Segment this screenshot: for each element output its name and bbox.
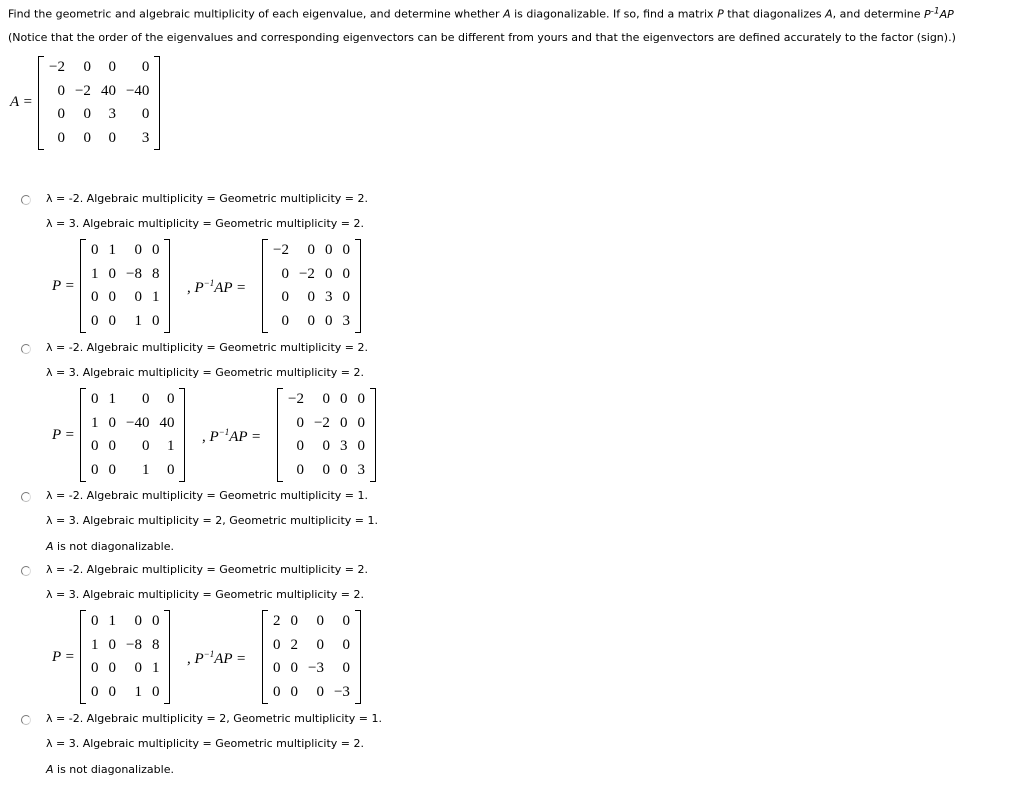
matrix-row bbox=[44, 56, 154, 80]
text: P bbox=[924, 7, 931, 21]
option-5-line-1: λ = -2. Algebraic multiplicity = 2, Geometric multiplicity = 1. bbox=[46, 712, 382, 725]
var-a: A bbox=[46, 540, 54, 553]
matrix-row bbox=[86, 286, 164, 310]
matrix-cell: 1 bbox=[108, 391, 116, 407]
matrix-cell: −2 bbox=[273, 242, 289, 258]
matrix-row bbox=[268, 610, 355, 634]
matrix-cell: −8 bbox=[126, 265, 142, 282]
matrix-cell: 1 bbox=[91, 636, 99, 653]
p-inverse-ap bbox=[924, 8, 954, 21]
matrix-cell: 0 bbox=[342, 242, 350, 258]
pap-label bbox=[187, 649, 246, 668]
matrix-cell: 0 bbox=[108, 129, 116, 146]
matrix-cell: 0 bbox=[296, 438, 304, 454]
var-p: P bbox=[717, 7, 724, 21]
option-3-conclusion bbox=[46, 540, 174, 553]
matrix-cell: 1 bbox=[151, 289, 160, 305]
matrix-row bbox=[86, 239, 164, 263]
matrix-cell: 0 bbox=[91, 438, 99, 454]
matrix-cell: 0 bbox=[316, 613, 324, 629]
right-bracket bbox=[370, 388, 376, 482]
option-2-radio[interactable] bbox=[21, 344, 31, 354]
right-bracket bbox=[355, 239, 361, 333]
matrix-cell: 2 bbox=[273, 613, 281, 629]
text: -1 bbox=[930, 6, 940, 16]
matrix-cell: 3 bbox=[357, 461, 365, 478]
matrix-cell: −8 bbox=[126, 636, 142, 653]
text: , bbox=[187, 651, 191, 667]
matrix-cell: 0 bbox=[134, 289, 142, 305]
matrix-cell: 0 bbox=[83, 106, 91, 122]
matrix-cell: 1 bbox=[91, 265, 99, 282]
option-2-line-2: λ = 3. Algebraic multiplicity = Geometric multiplicity = 2. bbox=[46, 366, 365, 379]
matrix-row bbox=[268, 286, 355, 310]
p-label: P = bbox=[52, 649, 75, 665]
matrix-cell: 0 bbox=[108, 683, 116, 700]
matrix-cell: 3 bbox=[108, 106, 116, 122]
matrix-a-label: A = bbox=[10, 94, 33, 110]
matrix-cell: 0 bbox=[83, 59, 91, 75]
matrix-cell: 0 bbox=[342, 613, 350, 629]
text: −1 bbox=[203, 649, 215, 659]
matrix-p bbox=[80, 239, 170, 333]
text: AP = bbox=[214, 280, 247, 296]
text: , and determine bbox=[832, 7, 925, 21]
matrix-cell: 3 bbox=[141, 129, 150, 146]
var-a: A bbox=[46, 763, 54, 776]
p-label: P = bbox=[52, 427, 75, 443]
matrix-cell: −2 bbox=[49, 59, 65, 75]
matrix-cell: 0 bbox=[83, 129, 91, 146]
matrix-cell: 0 bbox=[357, 414, 365, 431]
matrix-cell: 0 bbox=[141, 106, 150, 122]
right-bracket bbox=[164, 610, 170, 704]
text: P bbox=[194, 651, 204, 667]
matrix-row bbox=[44, 103, 154, 127]
matrix-cell: 0 bbox=[296, 414, 304, 431]
matrix-cell: 0 bbox=[108, 289, 116, 305]
matrix-cell: 0 bbox=[342, 660, 350, 676]
var-a: A bbox=[503, 7, 511, 21]
matrix-cell: 0 bbox=[296, 461, 304, 478]
matrix-cell: 0 bbox=[141, 391, 150, 407]
matrix-cell: 0 bbox=[339, 461, 348, 478]
matrix-cell: −2 bbox=[313, 414, 330, 431]
matrix-cell: 0 bbox=[339, 414, 348, 431]
matrix-cell: 0 bbox=[91, 289, 99, 305]
matrix-cell: 0 bbox=[91, 391, 99, 407]
matrix-cell: 1 bbox=[166, 438, 175, 454]
matrix-cell: 3 bbox=[342, 312, 350, 329]
option-5-line-2: λ = 3. Algebraic multiplicity = Geometric multiplicity = 2. bbox=[46, 737, 365, 750]
matrix-cell: 0 bbox=[141, 438, 150, 454]
matrix-cell: −2 bbox=[74, 82, 91, 99]
option-1-line-1: λ = -2. Algebraic multiplicity = Geometric multiplicity = 2. bbox=[46, 192, 368, 205]
matrix-row bbox=[44, 80, 154, 104]
matrix-cell: 0 bbox=[324, 312, 333, 329]
matrix-cell: −3 bbox=[333, 683, 350, 700]
matrix-cell: 0 bbox=[322, 438, 330, 454]
matrix-cell: 1 bbox=[134, 683, 142, 700]
question-text bbox=[8, 6, 954, 21]
matrix-row bbox=[86, 610, 164, 634]
matrix-cell: 0 bbox=[134, 660, 142, 676]
matrix-cell: 0 bbox=[316, 636, 324, 653]
matrix-cell: 0 bbox=[141, 59, 150, 75]
text: is diagonalizable. If so, find a matrix bbox=[510, 7, 718, 21]
matrix-cell: 1 bbox=[108, 613, 116, 629]
matrix-cell: 3 bbox=[339, 438, 348, 454]
matrix-row bbox=[268, 239, 355, 263]
matrix-cell: 0 bbox=[108, 438, 116, 454]
matrix-p bbox=[80, 610, 170, 704]
option-4-radio[interactable] bbox=[21, 566, 31, 576]
text: that diagonalizes bbox=[723, 7, 826, 21]
matrix-cell: 0 bbox=[91, 683, 99, 700]
matrix-cell: 1 bbox=[134, 312, 142, 329]
right-bracket bbox=[154, 56, 160, 150]
text: is not diagonalizable. bbox=[53, 540, 174, 553]
pap-label bbox=[187, 278, 246, 297]
option-3-radio[interactable] bbox=[21, 492, 31, 502]
matrix-row bbox=[86, 388, 179, 412]
matrix-cell: 0 bbox=[108, 461, 116, 478]
matrix-cell: 0 bbox=[57, 129, 65, 146]
matrix-pap bbox=[277, 388, 376, 482]
matrix-cell: 0 bbox=[324, 242, 333, 258]
matrix-cell: 0 bbox=[281, 289, 289, 305]
matrix-cell: 0 bbox=[281, 265, 289, 282]
matrix-cell: 0 bbox=[108, 660, 116, 676]
matrix-row bbox=[86, 634, 164, 658]
matrix-cell: −2 bbox=[288, 391, 304, 407]
right-bracket bbox=[164, 239, 170, 333]
matrix-cell: −40 bbox=[126, 414, 150, 431]
matrix-cell: 0 bbox=[322, 461, 330, 478]
matrix-cell: 0 bbox=[57, 82, 65, 99]
matrix-p bbox=[80, 388, 185, 482]
matrix-cell: 0 bbox=[151, 613, 160, 629]
matrix-cell: 0 bbox=[91, 312, 99, 329]
matrix-cell: 0 bbox=[342, 289, 350, 305]
matrix-row bbox=[268, 634, 355, 658]
matrix-row bbox=[283, 435, 370, 459]
matrix-cell: 0 bbox=[307, 289, 315, 305]
text: AP bbox=[939, 7, 954, 21]
option-1-line-2: λ = 3. Algebraic multiplicity = Geometric multiplicity = 2. bbox=[46, 217, 365, 230]
matrix-cell: 0 bbox=[91, 660, 99, 676]
matrix-cell: 0 bbox=[108, 59, 116, 75]
matrix-a bbox=[38, 56, 160, 150]
matrix-cell: 0 bbox=[108, 636, 116, 653]
matrix-cell: 0 bbox=[307, 242, 315, 258]
matrix-cell: 0 bbox=[281, 312, 289, 329]
matrix-cell: 0 bbox=[91, 242, 99, 258]
matrix-cell: 0 bbox=[151, 683, 160, 700]
matrix-cell: 0 bbox=[151, 242, 160, 258]
matrix-cell: 2 bbox=[290, 636, 298, 653]
matrix-cell: 0 bbox=[151, 312, 160, 329]
matrix-cell: 0 bbox=[273, 683, 281, 700]
text: AP = bbox=[214, 651, 247, 667]
text: AP = bbox=[229, 429, 262, 445]
right-bracket bbox=[179, 388, 185, 482]
matrix-cell: 8 bbox=[151, 265, 160, 282]
var-a: A bbox=[825, 7, 833, 21]
matrix-cell: 0 bbox=[91, 613, 99, 629]
matrix-cell: 1 bbox=[141, 461, 150, 478]
matrix-cell: 0 bbox=[290, 683, 298, 700]
matrix-cell: 0 bbox=[322, 391, 330, 407]
matrix-cell: 0 bbox=[91, 461, 99, 478]
matrix-cell: 0 bbox=[357, 391, 365, 407]
matrix-cell: 0 bbox=[108, 265, 116, 282]
matrix-cell: 1 bbox=[91, 414, 99, 431]
matrix-cell: −40 bbox=[125, 82, 150, 99]
text: −1 bbox=[218, 427, 230, 437]
matrix-row bbox=[268, 310, 355, 334]
matrix-row bbox=[86, 681, 164, 705]
matrix-cell: 0 bbox=[342, 636, 350, 653]
matrix-cell: 3 bbox=[324, 289, 333, 305]
matrix-cell: 0 bbox=[134, 613, 142, 629]
matrix-cell: 0 bbox=[290, 613, 298, 629]
matrix-row bbox=[283, 412, 370, 436]
matrix-cell: 0 bbox=[166, 461, 175, 478]
matrix-row bbox=[86, 310, 164, 334]
matrix-cell: 40 bbox=[159, 414, 175, 431]
question-note: (Notice that the order of the eigenvalues and corresponding eigenvectors can be different from yours and that the eigenvectors are defined accurately to the factor (sign).) bbox=[8, 31, 956, 44]
text: P bbox=[194, 280, 204, 296]
p-label: P = bbox=[52, 278, 75, 294]
matrix-row bbox=[86, 435, 179, 459]
option-3-line-1: λ = -2. Algebraic multiplicity = Geometric multiplicity = 1. bbox=[46, 489, 368, 502]
matrix-cell: −2 bbox=[298, 265, 315, 282]
matrix-cell: 0 bbox=[134, 242, 142, 258]
matrix-cell: 0 bbox=[273, 636, 281, 653]
matrix-row bbox=[268, 263, 355, 287]
matrix-cell: 0 bbox=[339, 391, 348, 407]
text: Find the geometric and algebraic multiplicity of each eigenvalue, and determine whether bbox=[8, 7, 504, 21]
matrix-row bbox=[86, 459, 179, 483]
matrix-cell: 1 bbox=[108, 242, 116, 258]
option-5-radio[interactable] bbox=[21, 715, 31, 725]
matrix-row bbox=[268, 681, 355, 705]
option-4-line-2: λ = 3. Algebraic multiplicity = Geometric multiplicity = 2. bbox=[46, 588, 365, 601]
matrix-cell: 0 bbox=[108, 414, 116, 431]
matrix-pap bbox=[262, 610, 361, 704]
text: P bbox=[209, 429, 219, 445]
matrix-row bbox=[86, 657, 164, 681]
matrix-cell: 8 bbox=[151, 636, 160, 653]
matrix-cell: 0 bbox=[166, 391, 175, 407]
matrix-row bbox=[283, 388, 370, 412]
matrix-row bbox=[86, 412, 179, 436]
matrix-cell: 0 bbox=[324, 265, 333, 282]
matrix-pap bbox=[262, 239, 361, 333]
pap-label bbox=[202, 427, 261, 446]
matrix-cell: 0 bbox=[316, 683, 324, 700]
matrix-row bbox=[283, 459, 370, 483]
option-2-line-1: λ = -2. Algebraic multiplicity = Geometric multiplicity = 2. bbox=[46, 341, 368, 354]
text: is not diagonalizable. bbox=[53, 763, 174, 776]
matrix-cell: 0 bbox=[342, 265, 350, 282]
matrix-cell: 0 bbox=[290, 660, 298, 676]
matrix-row bbox=[86, 263, 164, 287]
matrix-cell: 0 bbox=[357, 438, 365, 454]
option-5-conclusion bbox=[46, 763, 174, 776]
matrix-cell: −3 bbox=[308, 660, 324, 676]
matrix-cell: 0 bbox=[307, 312, 315, 329]
text: , bbox=[202, 429, 206, 445]
matrix-cell: 0 bbox=[273, 660, 281, 676]
text: −1 bbox=[203, 278, 215, 288]
option-4-line-1: λ = -2. Algebraic multiplicity = Geometric multiplicity = 2. bbox=[46, 563, 368, 576]
option-3-line-2: λ = 3. Algebraic multiplicity = 2, Geometric multiplicity = 1. bbox=[46, 514, 379, 527]
matrix-cell: 0 bbox=[57, 106, 65, 122]
matrix-row bbox=[268, 657, 355, 681]
text: , bbox=[187, 280, 191, 296]
option-1-radio[interactable] bbox=[21, 195, 31, 205]
right-bracket bbox=[355, 610, 361, 704]
matrix-cell: 40 bbox=[100, 82, 116, 99]
matrix-cell: 0 bbox=[108, 312, 116, 329]
matrix-row bbox=[44, 127, 154, 151]
matrix-cell: 1 bbox=[151, 660, 160, 676]
